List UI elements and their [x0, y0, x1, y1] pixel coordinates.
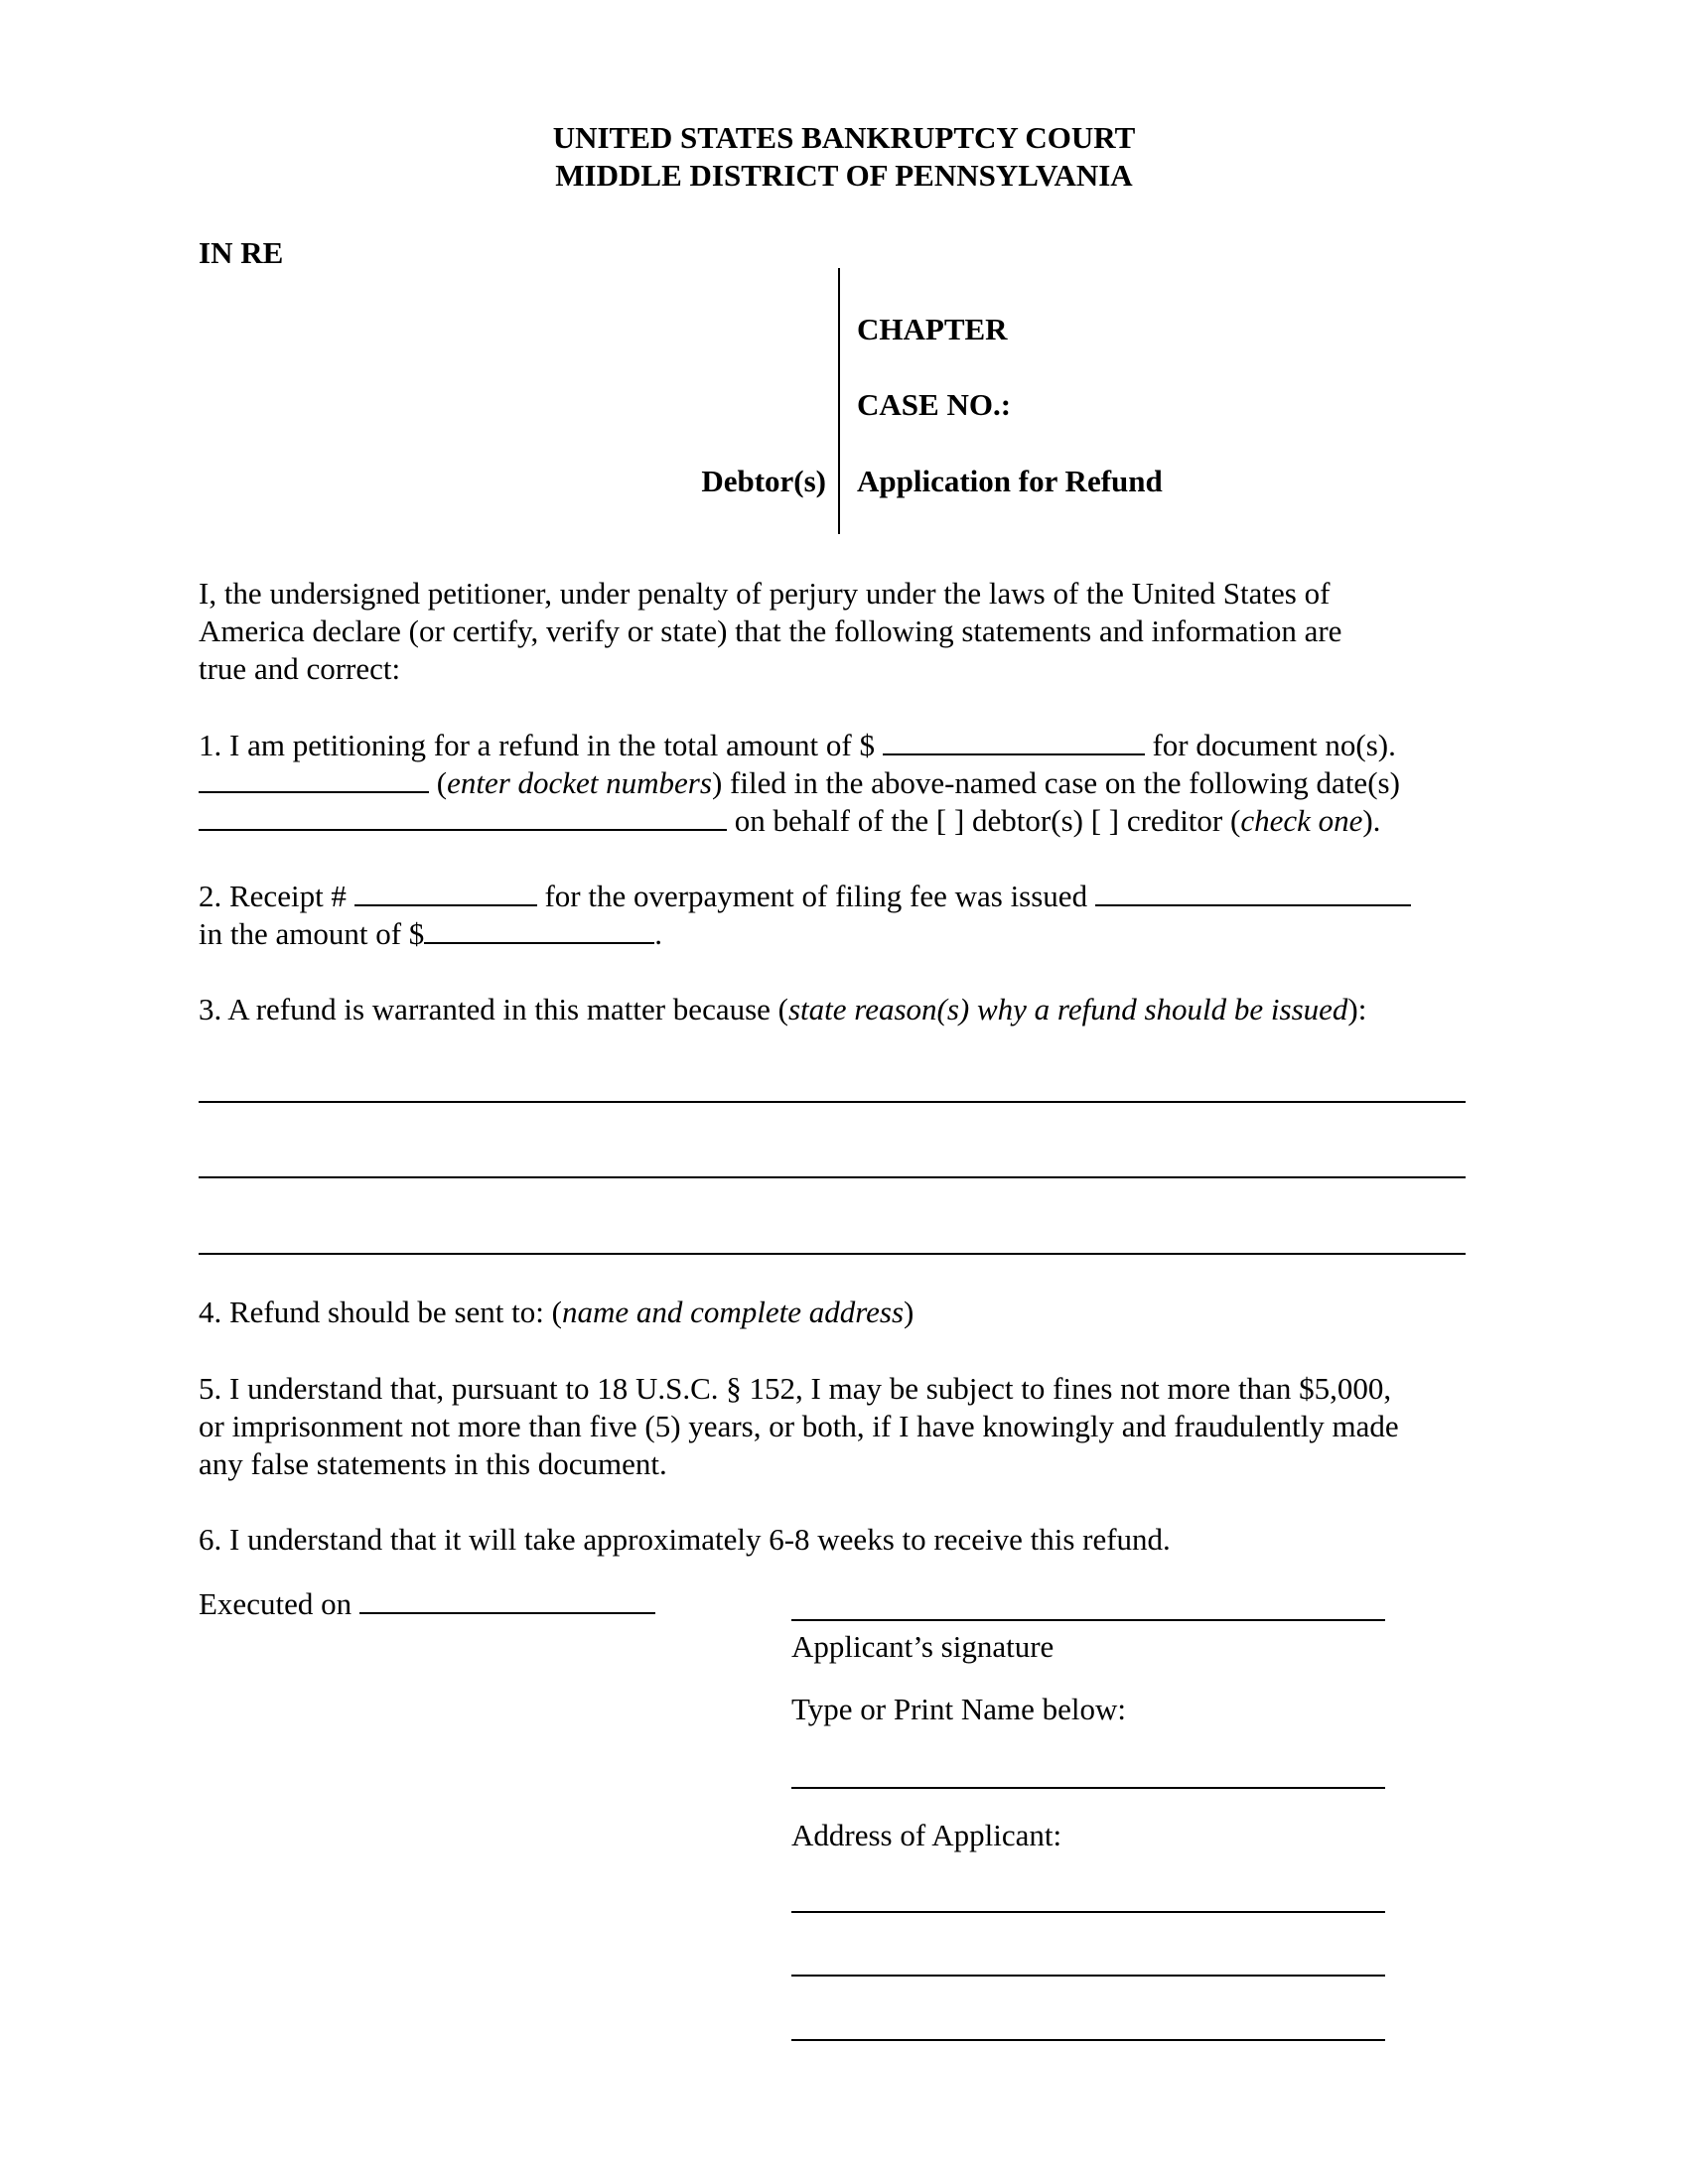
- filing-dates-field[interactable]: [199, 803, 727, 831]
- intro-line: I, the undersigned petitioner, under penalty of perjury under the laws of the United States of: [199, 576, 1331, 611]
- case-number-label: CASE NO.:: [857, 387, 1012, 422]
- item-6: 6. I understand that it will take approximately 6-8 weeks to receive this refund.: [199, 1522, 1171, 1557]
- item-1: 1. I am petitioning for a refund in the total amount of $ for document no(s). (enter docket numbers) filed in the above-named case on the following date(s) on behalf of the [ ] debtor(s) [ ] creditor (check one).: [199, 728, 1400, 838]
- item-3-text: 3. A refund is warranted in this matter because (: [199, 992, 788, 1026]
- item-1-hint: check one: [1240, 803, 1363, 838]
- executed-on: [199, 1585, 655, 1623]
- receipt-amount-field[interactable]: [424, 916, 654, 944]
- address-label: Address of Applicant:: [791, 1818, 1062, 1852]
- district-name: MIDDLE DISTRICT OF PENNSYLVANIA: [555, 158, 1133, 193]
- executed-on-label: Executed on: [199, 1586, 352, 1621]
- intro-line: America declare (or certify, verify or state) that the following statements and information are: [199, 614, 1342, 648]
- document-title: Application for Refund: [857, 464, 1163, 498]
- caption-divider: [838, 268, 840, 534]
- item-1-text: ).: [1362, 803, 1381, 838]
- in-re-label: IN RE: [199, 235, 284, 270]
- item-2-text: for the overpayment of filing fee was issued: [544, 879, 1088, 913]
- print-name-label: Type or Print Name below:: [791, 1692, 1127, 1726]
- receipt-number-field[interactable]: [354, 879, 537, 906]
- item-2-text: 2. Receipt #: [199, 879, 347, 913]
- executed-date-field[interactable]: [359, 1586, 655, 1614]
- item-4: [199, 1294, 1489, 1331]
- item-2-text: in the amount of $: [199, 916, 425, 951]
- debtors-label: Debtor(s): [701, 464, 826, 498]
- reason-line-2[interactable]: [199, 1176, 1466, 1178]
- address-line-3[interactable]: [791, 2039, 1385, 2041]
- reason-line-3[interactable]: [199, 1253, 1466, 1255]
- item-1-text: 1. I am petitioning for a refund in the total amount of $: [199, 728, 875, 762]
- issue-date-field[interactable]: [1095, 879, 1411, 906]
- intro-paragraph: [199, 575, 1489, 688]
- item-3-hint: state reason(s) why a refund should be issued: [787, 992, 1348, 1026]
- refund-amount-field[interactable]: [883, 728, 1145, 755]
- item-5-line: any false statements in this document.: [199, 1446, 667, 1481]
- court-name: UNITED STATES BANKRUPTCY COURT: [552, 120, 1136, 155]
- item-5: [199, 1370, 1489, 1483]
- print-name-line[interactable]: [791, 1787, 1385, 1789]
- applicant-signature-label: Applicant’s signature: [791, 1629, 1055, 1664]
- item-4-text: 4. Refund should be sent to: (: [199, 1295, 562, 1329]
- address-line-2[interactable]: [791, 1975, 1385, 1977]
- item-1-text: on behalf of the [ ] debtor(s) [ ] creditor (: [734, 803, 1241, 838]
- item-4-hint: name and complete address: [561, 1295, 905, 1329]
- item-3-text: ):: [1347, 992, 1367, 1026]
- item-1-hint: enter docket numbers: [447, 765, 712, 800]
- intro-line: true and correct:: [199, 651, 401, 686]
- reason-line-1[interactable]: [199, 1101, 1466, 1103]
- item-1-text: filed in the above-named case on the following date(s): [730, 765, 1400, 800]
- item-4-text: ): [904, 1295, 914, 1329]
- item-5-line: or imprisonment not more than five (5) years, or both, if I have knowingly and fraudulently made: [199, 1409, 1399, 1443]
- item-2: 2. Receipt # for the overpayment of filing fee was issued in the amount of $ .: [199, 878, 1489, 953]
- item-1-text: for document no(s).: [1152, 728, 1396, 762]
- chapter-label: CHAPTER: [857, 312, 1008, 346]
- address-line-1[interactable]: [791, 1911, 1385, 1913]
- signature-line[interactable]: [791, 1619, 1385, 1621]
- item-3: [199, 991, 1489, 1028]
- item-5-line: 5. I understand that, pursuant to 18 U.S.C. § 152, I may be subject to fines not more than $5,000,: [199, 1371, 1392, 1406]
- docket-numbers-field[interactable]: [199, 765, 429, 793]
